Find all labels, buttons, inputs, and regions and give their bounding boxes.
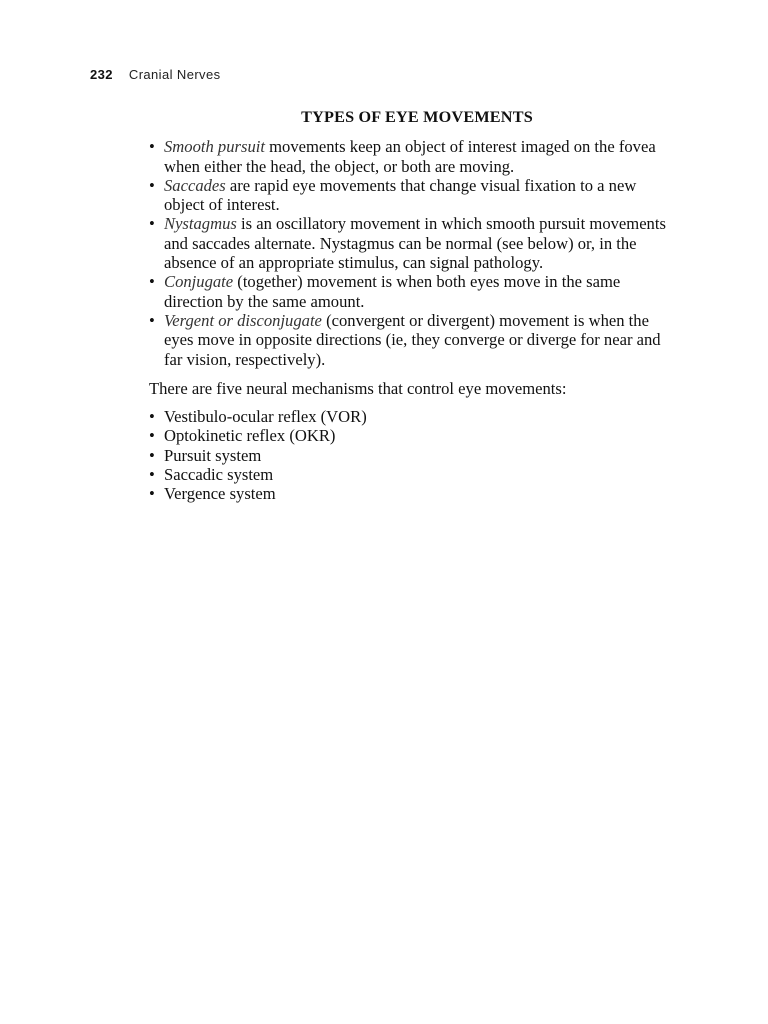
list-item: [149, 446, 669, 465]
list-item: [149, 426, 669, 445]
term-smooth-pursuit: Smooth pursuit: [164, 137, 265, 157]
bullet: •: [149, 445, 155, 465]
list-item: [149, 272, 669, 311]
bullet: •: [149, 310, 155, 330]
bullet: •: [149, 272, 155, 292]
chapter-title: Cranial Nerves: [128, 67, 221, 82]
mechanism-vergence: Vergence system: [164, 484, 276, 504]
bullet: •: [149, 407, 155, 427]
running-head: [90, 67, 220, 82]
list-item: [149, 484, 669, 503]
mechanism-pursuit: Pursuit system: [164, 445, 262, 465]
definition-text: are rapid eye movements that change visual fixation to a new object of interest.: [164, 175, 637, 215]
definition-text: is an oscillatory movement in which smooth pursuit movements and saccades alternate. Nystagmus can be normal (see below) or, in the absence of an appropriate stimulus, can signal pathology.: [164, 214, 666, 273]
bullet: •: [149, 426, 155, 446]
definition-text: (convergent or divergent) movement is when the eyes move in opposite directions (ie, they converge or diverge for near and far vision, respectively).: [164, 310, 661, 369]
list-item: [149, 311, 669, 369]
page-number: 232: [90, 67, 113, 82]
term-conjugate: Conjugate: [164, 272, 234, 292]
page-content: [149, 108, 669, 504]
list-item: [149, 214, 669, 272]
mechanism-saccadic: Saccadic system: [164, 465, 274, 485]
list-item: [149, 465, 669, 484]
bullet: •: [149, 175, 155, 195]
list-item: [149, 137, 669, 176]
bullet: •: [149, 214, 155, 234]
mechanism-list: [149, 407, 669, 503]
bullet: •: [149, 465, 155, 485]
term-nystagmus: Nystagmus: [164, 214, 237, 234]
list-item: [149, 407, 669, 426]
section-heading: TYPES OF EYE MOVEMENTS: [301, 108, 533, 126]
term-vergent: Vergent or disconjugate: [164, 310, 322, 330]
mechanism-okr: Optokinetic reflex (OKR): [164, 426, 336, 446]
definition-text: (together) movement is when both eyes move in the same direction by the same amount.: [164, 272, 621, 311]
definition-list: [149, 137, 669, 369]
bullet: •: [149, 137, 155, 157]
mechanisms-intro: There are five neural mechanisms that control eye movements:: [149, 378, 567, 398]
definition-text: movements keep an object of interest imaged on the fovea when either the head, the object, or both are moving.: [164, 137, 656, 176]
list-item: [149, 176, 669, 215]
bullet: •: [149, 484, 155, 504]
mechanism-vor: Vestibulo-ocular reflex (VOR): [164, 407, 367, 427]
term-saccades: Saccades: [164, 175, 226, 195]
